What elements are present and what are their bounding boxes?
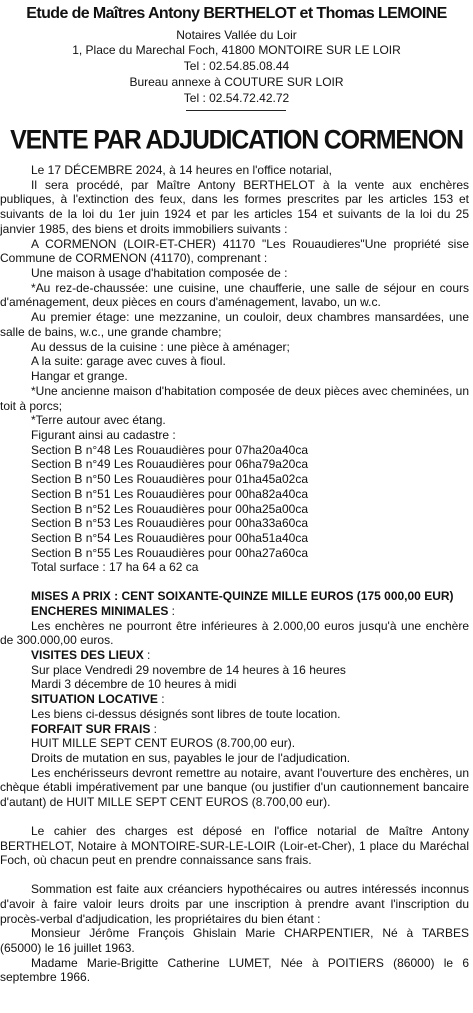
forfait-heading: FORFAIT SUR FRAIS (31, 721, 151, 736)
spacer (0, 575, 469, 589)
visites-heading: VISITES DES LIEUX (31, 648, 144, 662)
header-line-annex: Bureau annexe à COUTURE SUR LOIR (129, 75, 344, 89)
procedure-paragraph: Il sera procédé, par Maître Antony BERTHELOT à la vente aux enchères publiques, à l'extinction des feux, dans les formes prescrites par les articles 153 et suivants de la loi du 1er juin 1924 et par les articles 154 et suivants de la loi du 25 janvier 1985, des biens et droits immobiliers suivants : (0, 177, 469, 236)
cadastre-intro: Figurant ainsi au cadastre : (31, 427, 176, 442)
header-line-phone: Tel : 02.54.85.08.44 (183, 59, 290, 73)
droits-text: Droits de mutation en sus, payables le jour de l'adjudication. (31, 751, 351, 766)
cadastre-entry: Section B n°49 Les Rouaudières pour 06ha79a20ca (31, 457, 309, 472)
header-line-address: 1, Place du Marechal Foch, 41800 MONTOIRE SUR LE LOIR (72, 43, 401, 57)
office-name: Etude de Maîtres Antony BERTHELOT et Thomas LEMOINE (26, 5, 447, 22)
first-floor-description: Au premier étage: une mezzanine, un couloir, deux chambres mansardées, une salle de bains, w.c., une grande chambre; (0, 310, 469, 339)
header-line-notaires: Notaires Vallée du Loir (176, 28, 297, 42)
house-intro: Une maison à usage d'habitation composée de : (31, 266, 288, 281)
header-divider (186, 110, 286, 111)
situation-heading-line (0, 692, 469, 707)
above-kitchen-description: Au dessus de la cuisine : une pièce à aménager; (31, 339, 290, 354)
situation-heading: SITUATION LOCATIVE (31, 692, 158, 707)
cadastre-entry: Section B n°48 Les Rouaudières pour 07ha20a40ca (31, 442, 309, 457)
forfait-amount: HUIT MILLE SEPT CENT EUROS (8.700,00 eur). (31, 736, 296, 751)
cadastre-entry: Section B n°52 Les Rouaudières pour 00ha25a00ca (31, 501, 309, 516)
cadastre-entry: Section B n°50 Les Rouaudières pour 01ha45a02ca (31, 472, 309, 487)
annex-description: A la suite: garage avec cuves à fioul. (31, 354, 226, 369)
situation-text: Les biens ci-dessus désignés sont libres de toute location. (31, 706, 341, 721)
sommation-text: Sommation est faite aux créanciers hypothécaires ou autres intéressés inconnus d'avoir à faire valoir leurs droits par une inscription à prendre avant l'inscription du procès-verbal d'adjudication, les propriétaires du bien étant : (0, 882, 469, 926)
mise-a-prix-heading: MISES A PRIX : CENT SOIXANTE-QUINZE MILLE EUROS (175 000,00 EUR) (31, 589, 454, 604)
encheres-colon: : (168, 603, 176, 618)
page-title: VENTE PAR ADJUDICATION CORMENON (10, 124, 463, 156)
visit-slot: Mardi 3 décembre de 10 heures à midi (31, 677, 237, 692)
header-line-annex-phone: Tel : 02.54.72.42.72 (183, 91, 290, 105)
forfait-colon: : (150, 721, 158, 736)
property-location: A CORMENON (LOIR-ET-CHER) 41170 "Les Rouaudieres"Une propriété sise Commune de CORMENON (41170), comprenant : (0, 236, 469, 266)
owner-entry: Monsieur Jérôme François Ghislain Marie CHARPENTIER, Né à TARBES (65000) le 16 juillet 1963. (0, 926, 469, 955)
cahier-des-charges-text: Le cahier des charges est déposé en l'office notarial de Maître Antony BERTHELOT, Notaire à MONTOIRE-SUR-LE-LOIR (Loir-et-Cher), 1 place du Maréchal Foch, où chacun peut en prendre connaissance sans frais. (0, 823, 469, 868)
spacer (0, 810, 469, 824)
total-surface: Total surface : 17 ha 64 a 62 ca (31, 560, 199, 575)
cadastre-entry: Section B n°51 Les Rouaudières pour 00ha82a40ca (31, 486, 309, 501)
forfait-heading-line (0, 722, 469, 737)
visites-heading-line (0, 648, 469, 663)
notice-body (0, 163, 469, 985)
cadastre-entry: Section B n°55 Les Rouaudières pour 00ha27a60ca (31, 545, 309, 560)
barn-description: Hangar et grange. (31, 369, 128, 384)
cheque-text: Les enchérisseurs devront remettre au notaire, avant l'ouverture des enchères, un chèque établi impérativement par une banque (ou justifier d'un cautionnement bancaire d'autant) de HUIT MILLE SEPT CENT EUROS (8.700,00 eur). (0, 765, 469, 810)
encheres-heading: ENCHERES MINIMALES (31, 603, 169, 618)
land-description: *Terre autour avec étang. (31, 413, 166, 428)
situation-colon: : (157, 692, 165, 707)
sale-date: Le 17 DÉCEMBRE 2024, à 14 heures en l'office notarial, (31, 163, 332, 177)
cadastre-entry: Section B n°54 Les Rouaudières pour 00ha51a40ca (31, 530, 309, 545)
cadastre-entry: Section B n°53 Les Rouaudières pour 00ha33a60ca (31, 516, 309, 531)
owner-entry: Madame Marie-Brigitte Catherine LUMET, Née à POITIERS (86000) le 6 septembre 1966. (0, 955, 469, 985)
old-house-description: *Une ancienne maison d'habitation composée de deux pièces avec cheminées, un toit à porcs; (0, 383, 469, 413)
spacer (0, 868, 469, 882)
visit-slot: Sur place Vendredi 29 novembre de 14 heures à 16 heures (31, 662, 346, 677)
encheres-text: Les enchères ne pourront être inférieures à 2.000,00 euros jusqu'à une enchère de 300.000,00 euros. (0, 618, 469, 648)
visites-colon: : (143, 648, 151, 662)
encheres-heading-line (0, 604, 469, 619)
ground-floor-description: *Au rez-de-chaussée: une cuisine, une chaufferie, une salle de séjour en cours d'aménagement, deux pièces en cours d'aménagement, lavabo, un w.c. (0, 280, 469, 310)
